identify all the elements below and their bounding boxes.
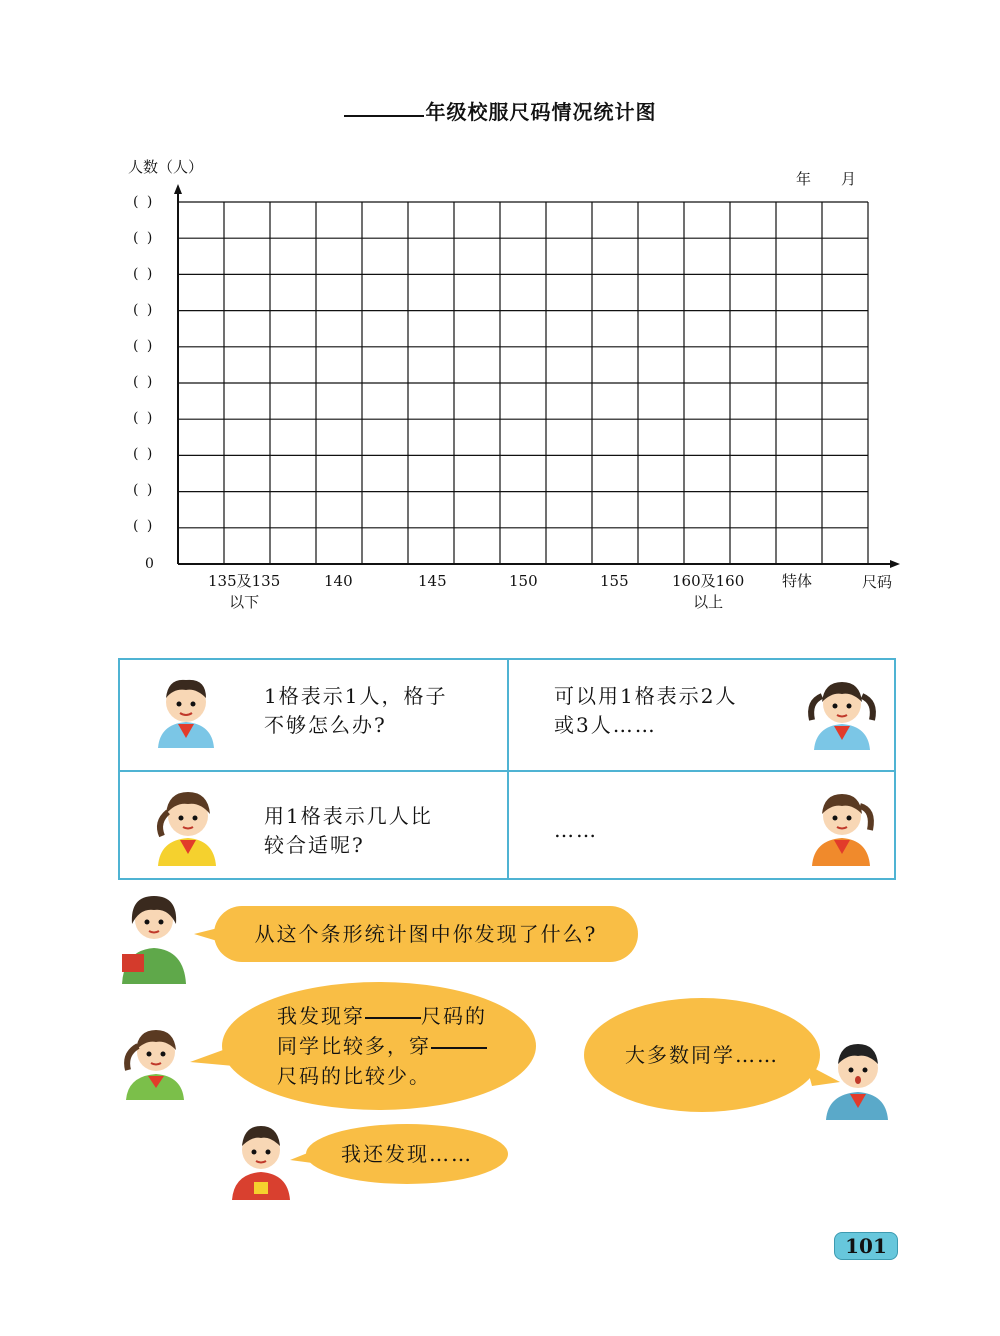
blank-less-size	[431, 1047, 487, 1049]
x-tick-special: 特体	[782, 572, 813, 590]
teacher-illustration	[112, 888, 198, 984]
page-number: 101	[834, 1232, 898, 1260]
y-tick-blank: ( )	[133, 194, 155, 210]
x-tick-140: 140	[324, 572, 353, 590]
x-tick-135: 135及135 以下	[208, 572, 281, 611]
boy-surprised-illustration	[818, 1036, 896, 1120]
chart-grid	[0, 0, 1000, 600]
boy-bottom-illustration	[224, 1120, 298, 1200]
boy-right-bubble: 大多数同学……	[584, 998, 820, 1112]
x-tick-145: 145	[418, 572, 447, 590]
dialog-cell-1: 1格表示1人，格子 不够怎么办?	[264, 684, 448, 737]
y-tick-blank: ( )	[133, 338, 155, 354]
dialog-table	[118, 658, 896, 880]
y-tick-blank: ( )	[133, 446, 155, 462]
x-axis-arrow	[890, 560, 900, 568]
y-axis-arrow	[174, 184, 182, 194]
page-title: 年级校服尺码情况统计图	[0, 96, 1000, 125]
dialog-cell-4: ……	[554, 818, 598, 842]
y-tick-blank: ( )	[133, 374, 155, 390]
y-tick-blank: ( )	[133, 230, 155, 246]
table-divider-vertical	[507, 660, 509, 878]
boy-bottom-bubble: 我还发现……	[306, 1124, 508, 1184]
girl-yellow-illustration	[150, 782, 226, 868]
month-label: 月	[841, 170, 857, 188]
girl-finding-bubble: 我发现穿 尺码的 同学比较多，穿 尺码的比较少。	[222, 982, 536, 1110]
x-tick-155: 155	[600, 572, 629, 590]
dialog-cell-3: 用1格表示几人比 较合适呢?	[264, 804, 433, 857]
y-tick-blank: ( )	[133, 518, 155, 534]
y-tick-blank: ( )	[133, 266, 155, 282]
y-tick-blank: ( )	[133, 410, 155, 426]
x-tick-150: 150	[509, 572, 538, 590]
dialog-cell-2: 可以用1格表示2人 或3人……	[554, 684, 738, 737]
x-tick-160: 160及160 以上	[672, 572, 745, 611]
y-tick-blank: ( )	[133, 482, 155, 498]
y-tick-blank: ( )	[133, 302, 155, 318]
girl-orange-illustration	[804, 784, 880, 868]
year-label: 年	[796, 170, 812, 188]
boy-illustration	[150, 672, 222, 752]
teacher-question-bubble: 从这个条形统计图中你发现了什么?	[214, 906, 638, 962]
y-axis-label: 人数（人）	[128, 158, 204, 176]
y-zero-label: 0	[145, 556, 154, 572]
girl-speaking-illustration	[118, 1022, 194, 1100]
girl-pigtails-illustration	[802, 672, 882, 752]
blank-more-size	[365, 1017, 421, 1019]
table-divider-horizontal	[120, 770, 894, 772]
x-axis-unit: 尺码	[862, 573, 893, 591]
